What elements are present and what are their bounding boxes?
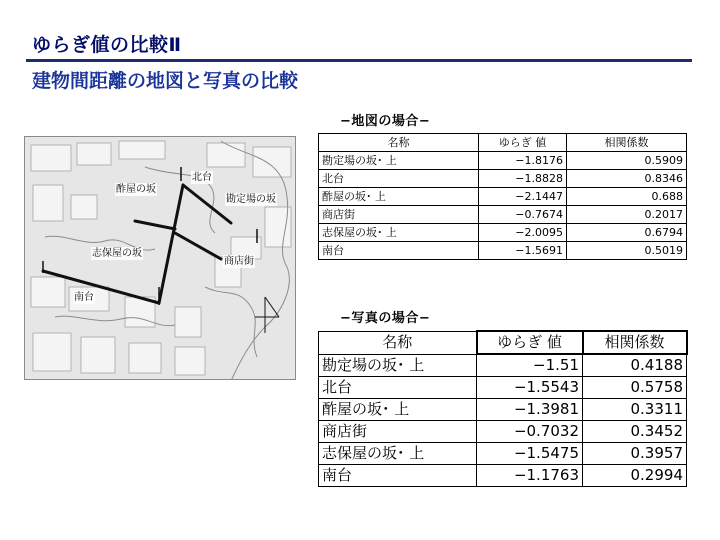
correlation-cell: 0.2994 (583, 465, 687, 487)
table-row (319, 242, 687, 260)
name-cell: 酢屋の坂･ 上 (319, 188, 479, 206)
map-label-suya: 酢屋の坂 (116, 184, 156, 195)
correlation-cell: 0.4188 (583, 354, 687, 377)
street-map-image (24, 136, 296, 380)
name-cell: 商店街 (319, 421, 477, 443)
table-row (319, 170, 687, 188)
column-header: 名称 (319, 134, 479, 152)
slide-subtitle: 建物間距離の地図と写真の比較 (32, 70, 299, 92)
correlation-cell: 0.8346 (567, 170, 687, 188)
map-label-shotengai: 商店街 (224, 256, 254, 267)
column-header: 相関係数 (583, 331, 687, 354)
map-section-heading: −地図の場合− (340, 114, 431, 129)
fluctuation-cell: −1.5543 (477, 377, 583, 399)
column-header: 名称 (319, 331, 477, 354)
table-row (319, 224, 687, 242)
correlation-cell: 0.5909 (567, 152, 687, 170)
fluctuation-cell: −1.51 (477, 354, 583, 377)
correlation-cell: 0.2017 (567, 206, 687, 224)
name-cell: 志保屋の坂･ 上 (319, 224, 479, 242)
map-label-kanjoba: 勘定場の坂 (226, 194, 276, 205)
fluctuation-cell: −1.5691 (479, 242, 567, 260)
column-header: ゆらぎ 値 (479, 134, 567, 152)
name-cell: 南台 (319, 465, 477, 487)
correlation-cell: 0.5758 (583, 377, 687, 399)
fluctuation-cell: −1.8176 (479, 152, 567, 170)
correlation-cell: 0.3311 (583, 399, 687, 421)
table-row (319, 152, 687, 170)
name-cell: 北台 (319, 377, 477, 399)
table-row (319, 354, 687, 377)
fluctuation-cell: −2.0095 (479, 224, 567, 242)
name-cell: 酢屋の坂･ 上 (319, 399, 477, 421)
correlation-cell: 0.6794 (567, 224, 687, 242)
table-row (319, 421, 687, 443)
name-cell: 北台 (319, 170, 479, 188)
name-cell: 南台 (319, 242, 479, 260)
column-header: 相関係数 (567, 134, 687, 152)
map-label-shihoya: 志保屋の坂 (92, 248, 142, 259)
name-cell: 勘定場の坂･ 上 (319, 354, 477, 377)
table-row (319, 443, 687, 465)
table-row (319, 206, 687, 224)
fluctuation-cell: −1.3981 (477, 399, 583, 421)
table-row (319, 188, 687, 206)
name-cell: 勘定場の坂･ 上 (319, 152, 479, 170)
fluctuation-cell: −1.5475 (477, 443, 583, 465)
title-underline (26, 59, 692, 62)
fluctuation-cell: −0.7032 (477, 421, 583, 443)
fluctuation-cell: −1.8828 (479, 170, 567, 188)
photo-values-table (318, 330, 688, 487)
correlation-cell: 0.688 (567, 188, 687, 206)
photo-section-heading: −写真の場合− (340, 311, 431, 326)
name-cell: 商店街 (319, 206, 479, 224)
map-label-kitadai: 北台 (192, 172, 212, 183)
column-header: ゆらぎ 値 (477, 331, 583, 354)
slide-title: ゆらぎ値の比較Ⅱ (32, 34, 182, 56)
table-row (319, 465, 687, 487)
correlation-cell: 0.3957 (583, 443, 687, 465)
table-header-row (319, 134, 687, 152)
table-row (319, 377, 687, 399)
table-header-row (319, 331, 687, 354)
map-label-minamidai: 南台 (74, 292, 94, 303)
fluctuation-cell: −0.7674 (479, 206, 567, 224)
map-values-table (318, 133, 687, 260)
fluctuation-cell: −1.1763 (477, 465, 583, 487)
map-drawing (25, 137, 296, 380)
fluctuation-cell: −2.1447 (479, 188, 567, 206)
correlation-cell: 0.3452 (583, 421, 687, 443)
correlation-cell: 0.5019 (567, 242, 687, 260)
table-row (319, 399, 687, 421)
name-cell: 志保屋の坂･ 上 (319, 443, 477, 465)
